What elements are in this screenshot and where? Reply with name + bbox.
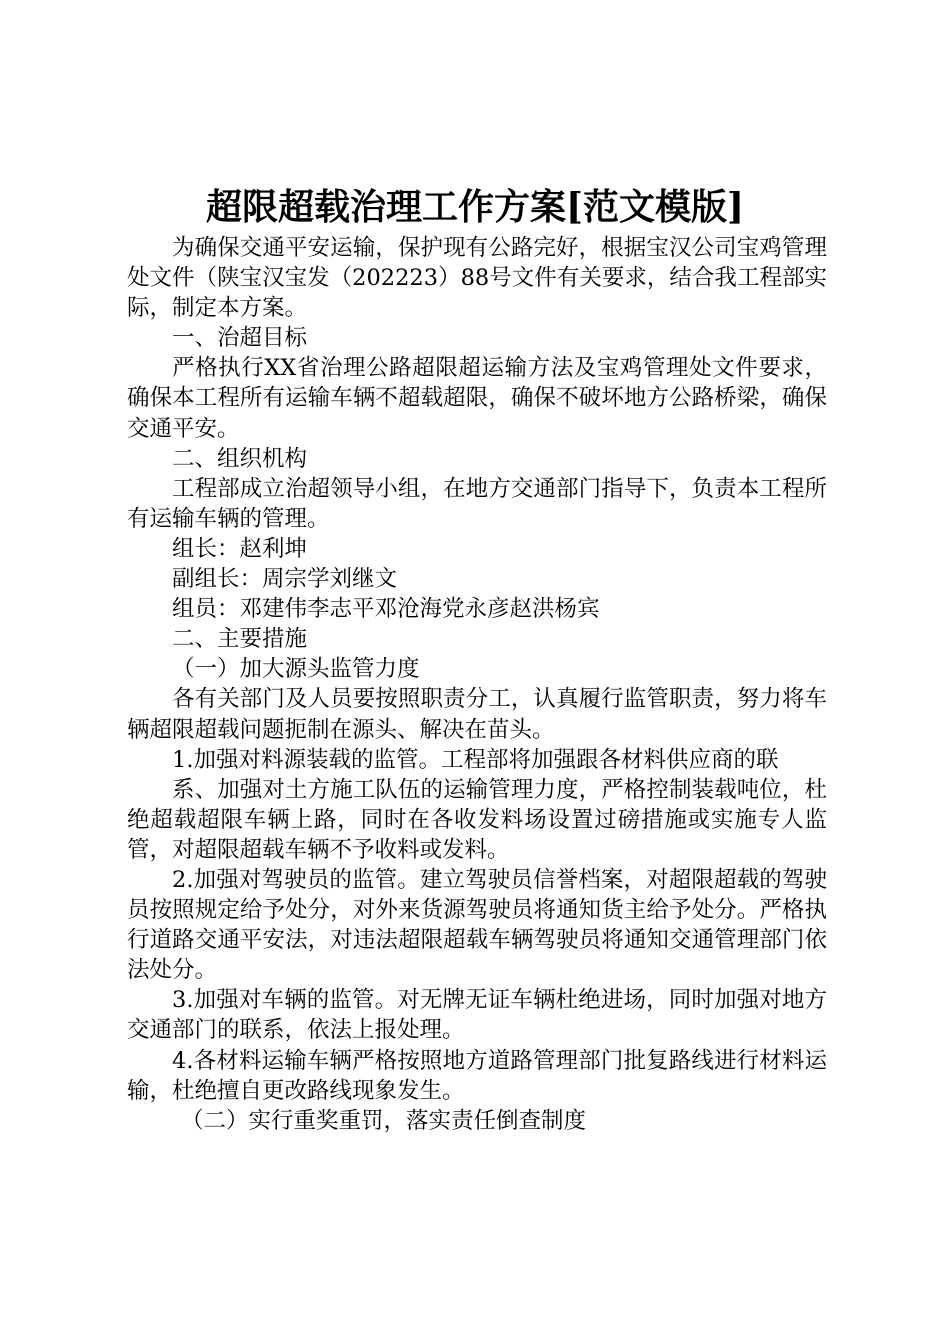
source-paragraph: 各有关部门及人员要按照职责分工，认真履行监管职责，努力将车辆超限超载问题扼制在源头、解决在苗头。 <box>127 686 827 743</box>
section-heading-measures: 二、主要措施 <box>172 626 308 653</box>
document-title: 超限超载治理工作方案[范文模版] <box>205 186 745 228</box>
members-line: 组员：邓建伟李志平邓沧海党永彦赵洪杨宾 <box>172 596 600 623</box>
section-heading-goal: 一、治超目标 <box>172 325 308 352</box>
measure-4-paragraph: 4.各材料运输车辆严格按照地方道路管理部门批复路线进行材料运输，杜绝擅自更改路线现象发生。 <box>127 1047 827 1104</box>
leader-line: 组长：赵利坤 <box>172 535 308 562</box>
measure-2-paragraph: 2.加强对驾驶员的监管。建立驾驶员信誉档案，对超限超载的驾驶员按照规定给予处分，对外来货源驾驶员将通知货主给予处分。严格执行道路交通平安法，对违法超限超载车辆驾驶员将通知交通管理部门依法处分。 <box>127 866 827 984</box>
document-body <box>127 233 827 1136</box>
measure-1-continued-paragraph: 系、加强对土方施工队伍的运输管理力度，严格控制装载吨位，杜绝超载超限车辆上路，同时在各收发料场设置过磅措施或实施专人监管，对超限超载车辆不予收料或发料。 <box>127 776 827 863</box>
measure-3-paragraph: 3.加强对车辆的监管。对无牌无证车辆杜绝进场，同时加强对地方交通部门的联系，依法上报处理。 <box>127 987 827 1044</box>
section-heading-organization: 二、组织机构 <box>172 445 308 472</box>
subsection-heading-rewards: （二）实行重奖重罚，落实责任倒查制度 <box>181 1107 587 1134</box>
subsection-heading-source: （一）加大源头监管力度 <box>172 656 420 683</box>
deputy-leader-line: 副组长：周宗学刘继文 <box>172 566 398 593</box>
goal-paragraph: 严格执行XX省治理公路超限超运输方法及宝鸡管理处文件要求，确保本工程所有运输车辆不超载超限，确保不破坏地方公路桥梁，确保交通平安。 <box>127 355 827 442</box>
organization-paragraph: 工程部成立治超领导小组，在地方交通部门指导下，负责本工程所有运输车辆的管理。 <box>127 475 827 532</box>
intro-paragraph: 为确保交通平安运输，保护现有公路完好，根据宝汉公司宝鸡管理处文件（陕宝汉宝发（202223）88号文件有关要求，结合我工程部实际，制定本方案。 <box>127 235 827 322</box>
measure-1-paragraph: 1.加强对料源装载的监管。工程部将加强跟各材料供应商的联 <box>172 746 779 773</box>
